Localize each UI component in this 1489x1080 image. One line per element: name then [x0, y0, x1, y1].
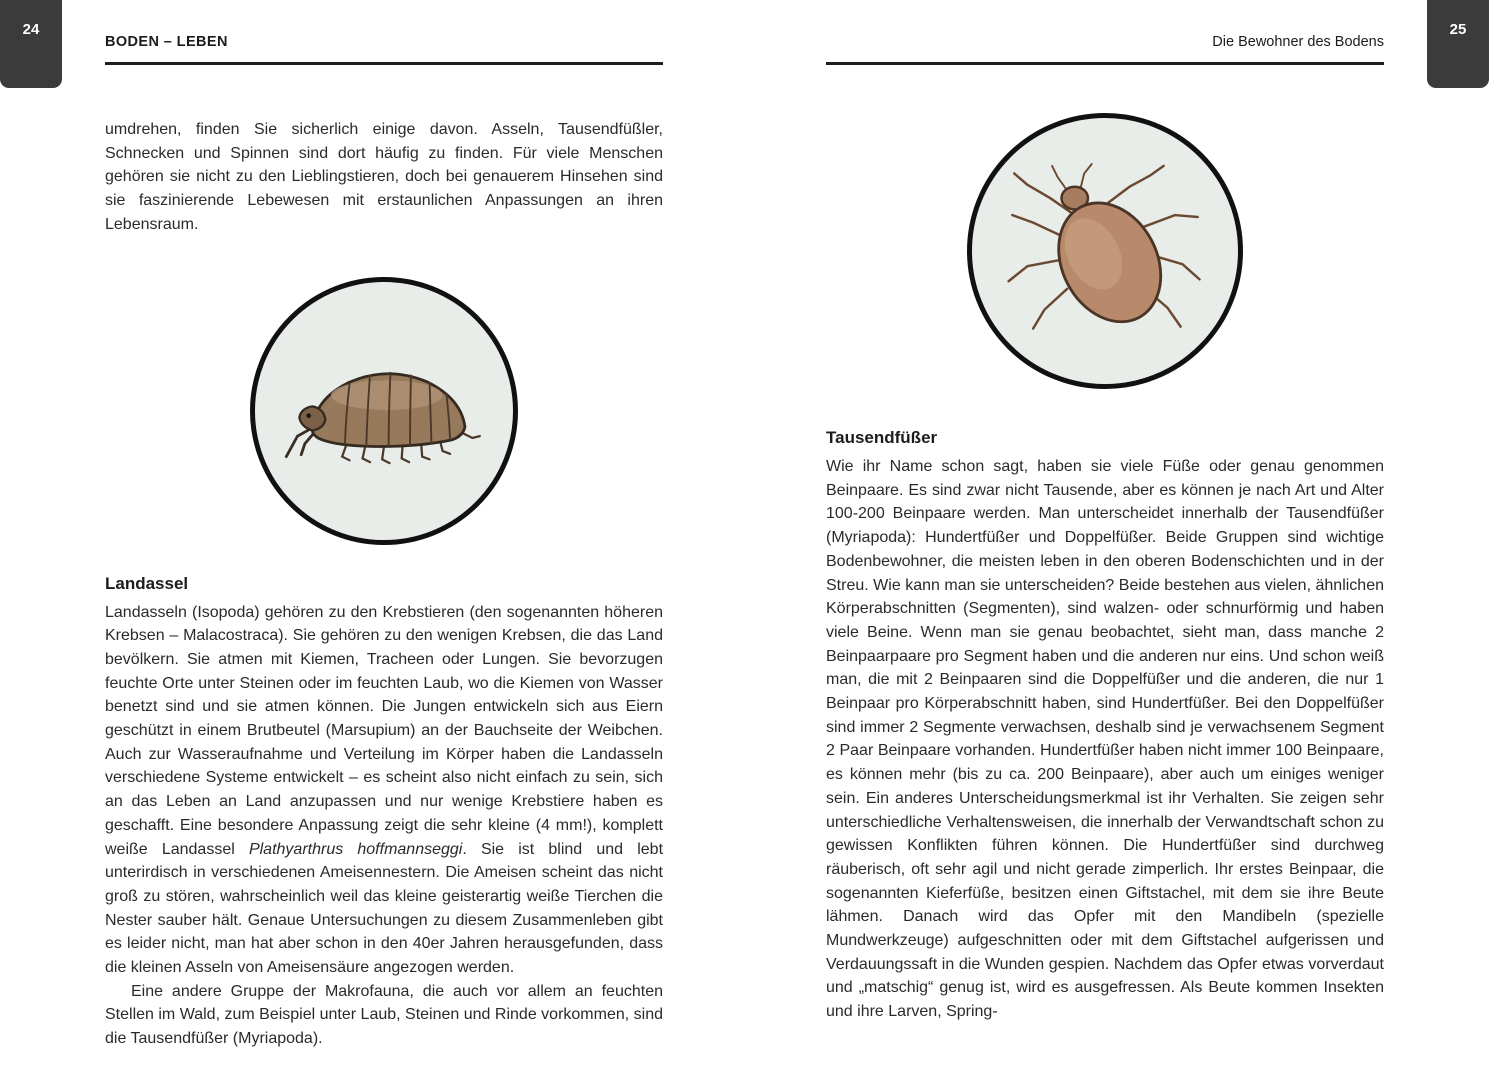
page-right — [826, 0, 1384, 1024]
woodlouse-illustration — [250, 277, 518, 545]
page-number-right: 25 — [1449, 21, 1467, 38]
page-number-tab-left — [0, 0, 62, 88]
mite-icon — [1001, 156, 1209, 346]
page-left — [105, 0, 663, 1051]
intro-paragraph: umdrehen, finden Sie sicherlich einige davon. Asseln, Tausendfüßler, Schnecken und Spinnen sind dort häufig zu finden. Für viele Menschen gehören sie nicht zu den Lieblingstieren, doch bei genauerem Hinsehen sind sie faszinierende Lebewesen mit erstaunlichen Anpassungen an ihren Lebensraum. — [105, 121, 663, 233]
page-number-tab-right — [1427, 0, 1489, 88]
paragraph-text-part1: Landasseln (Isopoda) gehören zu den Krebstieren (den sogenannten höheren Krebsen – Malacostraca). Sie gehören zu den wenigen Krebsen, die das Land bevölkern. Sie atmen mit Kiemen, Tracheen oder Lungen. Sie bevorzugen feuchte Orte unter Steinen oder im feuchten Laub, wo die Kiemen von Wasser benetzt sind und sie atmen können. Die Jungen entwickeln sich aus Eiern geschützt in einem Brutbeutel (Marsupium) an der Bauchseite der Weibchen. Auch zur Wasseraufnahme und Verteilung im Körper haben die Landasseln verschiedene Systeme entwickelt – es scheint also nicht einfach zu sein, sich an das Leben an Land anzupassen und nur wenige Krebstiere haben es geschafft. Eine besondere Anpassung zeigt die sehr kleine (4 mm!), komplett weiße Landassel — [105, 603, 663, 858]
makrofauna-paragraph: Eine andere Gruppe der Makrofauna, die auch vor allem an feuchten Stellen im Wald, zum Beispiel unter Laub, Steinen und Rinde vorkommen, sind die Tausendfüßer (Myriapoda). — [105, 982, 663, 1048]
section-heading-landassel: Landassel — [105, 573, 189, 593]
running-head-left: BODEN – LEBEN — [105, 34, 228, 50]
species-name-italic: Plathyarthrus hoffmannseggi — [248, 840, 463, 858]
running-head-right: Die Bewohner des Bodens — [1212, 34, 1384, 50]
page-header-left — [105, 34, 663, 54]
page-header-right — [826, 34, 1384, 54]
tausendfuesser-paragraph: Wie ihr Name schon sagt, haben sie viele Füße oder genau genommen Beinpaare. Es sind zwar nicht Tausende, aber es können je nach Art und Alter 100-200 Beinpaare werden. Man unterscheidet innerhalb der Tausendfüßer (Myriapoda): Hundertfüßer und Doppelfüßer. Beide Gruppen sind wichtige Bodenbewohner, die meisten leben in den oberen Bodenschichten und in der Streu. Wie kann man sie unterscheiden? Beide bestehen aus vielen, ähnlichen Körperabschnitten (Segmenten), sind walzen- oder schnurförmig und haben viele Beine. Wenn man sie genau beobachtet, sieht man, dass manche 2 Beinpaarpaare pro Segment haben und die anderen nur eins. Und schon weiß man, die mit 2 Beinpaaren sind die Doppelfüßer und die anderen, die nur 1 Beinpaar pro Körperabschnitt haben, sind Hundertfüßer. Bei den Doppelfüßer sind immer 2 Segmente verwachsen, deshalb sind je verwachsenem Segment 2 Paar Beinpaare vorhanden. Hundertfüßer haben nicht immer 100 Beinpaare, es können mehr (bis zu ca. 200 Beinpaare), aber auch um einiges weniger sein. Ein anderes Unterscheidungsmerkmal ist ihr Verhalten. Sie zeigen sehr unterschiedliche Verhaltensweisen, die innerhalb der Verwandtschaft schon zu gewissen Konflikten führen können. Die Hundertfüßer sind durchweg räuberisch, oft sehr agil und nicht gerade zimperlich. Ihr erstes Beinpaar, die sogenannten Kieferfüße, besitzen einen Giftstachel, mit dem sie ihre Beute lähmen. Danach wird das Opfer mit den Mandibeln (spezielle Mundwerkzeuge) aufgeschnitten oder mit dem Giftstachel aufgerissen und Verdauungssaft in die Wunden gespien. Nachdem das Opfer etwas vorverdaut und „matschig“ genug ist, wird es ausgefressen. Als Beute kommen Insekten und ihre Larven, Spring- — [826, 458, 1384, 1021]
woodlouse-icon — [277, 341, 491, 481]
mite-illustration — [967, 113, 1243, 389]
header-rule-left — [105, 62, 663, 65]
header-rule-right — [826, 62, 1384, 65]
paragraph-text-part2: . Sie ist blind und lebt unterirdisch in verschiedenen Ameisennestern. Die Ameisen scheint das nicht groß zu stören, wahrscheinlich weil das kleine geisterartig weiße Tierchen die Nester sauber hält. Genaue Untersuchungen zu diesem Zusammenleben gibt es leider nicht, man hat aber schon in den 40er Jahren herausgefunden, dass die kleinen Asseln von Ameisensäure angezogen werden. — [105, 840, 664, 977]
landassel-paragraph — [105, 601, 663, 980]
page-number-left: 24 — [22, 21, 40, 38]
section-heading-tausendfuesser: Tausendfüßer — [826, 428, 938, 447]
